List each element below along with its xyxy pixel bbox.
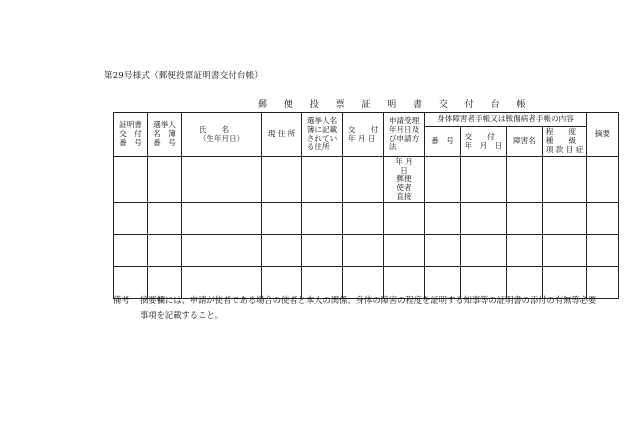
document-title: 郵 便 投 票 証 明 書 交 付 台 帳 xyxy=(258,100,533,110)
remarks-line-1: 備考 摘要欄には、申請が使者である場合の使者と本人の関係、身体の障害の程度を証明する知事等の証明書の添付の有無等必要 xyxy=(113,293,596,308)
ledger-table xyxy=(113,112,619,299)
remarks-label: 備考 xyxy=(113,295,130,305)
header-handbook-group: 身体障害者手帳又は戦傷病者手帳の内容 xyxy=(425,113,587,127)
header-name: 氏 名 （生年月日） xyxy=(182,113,262,157)
header-severity: 程 度 種 級 項 款 目 症 xyxy=(543,127,587,157)
header-disability-name: 障害名 xyxy=(507,127,543,157)
header-application-date: 申請受理 年月日及 び申請方 法 xyxy=(384,113,425,157)
header-issue-date: 交 付 年 月 日 xyxy=(343,113,384,157)
table-row xyxy=(114,202,619,234)
header-row-1 xyxy=(114,113,619,127)
header-handbook-issue-date: 交 付 年 月 日 xyxy=(461,127,507,157)
header-remarks: 摘要 xyxy=(587,113,619,157)
table-row xyxy=(114,234,619,266)
table-row xyxy=(114,157,619,203)
header-handbook-no: 番 号 xyxy=(425,127,461,157)
header-voter-no: 選挙人 名 簿 番 号 xyxy=(148,113,182,157)
header-registered-address: 選挙人名 簿に記載 されてい る住所 xyxy=(302,113,343,157)
header-cert-no: 証明書 交 付 番 号 xyxy=(114,113,148,157)
application-method-note: 年 月 日 郵便 使者 直接 xyxy=(384,157,425,203)
remarks-note xyxy=(113,293,596,323)
header-address: 現 住 所 xyxy=(262,113,302,157)
form-number-label: 第29号様式（郵便投票証明書交付台帳） xyxy=(104,71,264,81)
remarks-line-2: 事項を記載すること。 xyxy=(140,309,223,320)
